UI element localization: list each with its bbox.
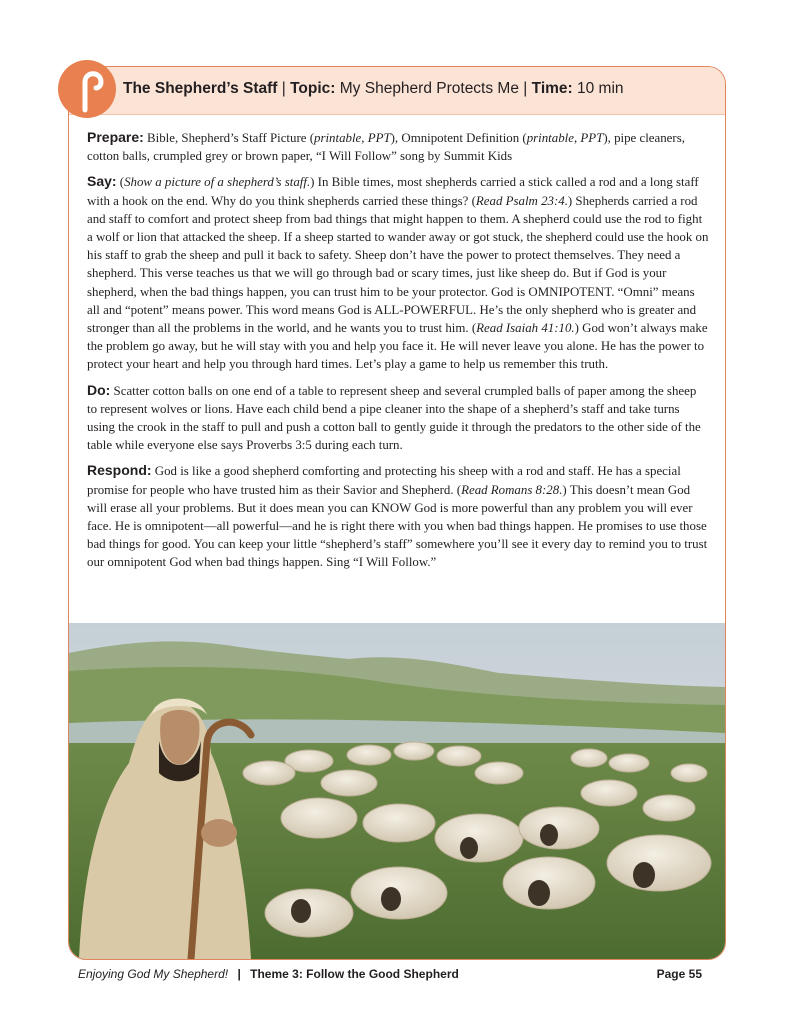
activity-header-text: The Shepherd’s Staff | Topic: My Shepherd Protects Me | Time: 10 min <box>123 80 624 97</box>
lesson-body <box>87 128 709 579</box>
activity-title: The Shepherd’s Staff <box>123 80 278 97</box>
shepherd-staff-icon <box>56 58 118 120</box>
say-label: Say: <box>87 173 117 190</box>
lesson-card <box>68 66 726 960</box>
time-value: 10 min <box>577 80 624 97</box>
activity-header <box>69 67 725 115</box>
do-paragraph: Do: Scatter cotton balls on one end of a table to represent sheep and several crumpled balls of paper among the sheep to represent wolves or lions. Have each child bend a pipe cleaner into the shape of a shepherd’s staff and take turns using the crook in the staff to pull and push a cotton ball to gently guide it through the predators to the other side of the table while everyone else says Proverbs 3:5 during each turn. <box>87 381 701 453</box>
topic-value: My Shepherd Protects Me <box>339 80 519 97</box>
say-paragraph: Say: (Show a picture of a shepherd’s staff.) In Bible times, most shepherds carried a stick called a rod and a long staff with a hook on the end. Why do you think shepherds carried these things? (Read Psalm 23:4.) Shepherds carried a rod and staff to comfort and protect sheep from bad things that might happen to them. A shepherd could use the rod to fight a wolf or lion that attacked the sheep. If a sheep started to wander away or got stuck, the shepherd could use the hook on his staff to grab the sheep and pull it back to safety. Sheep don’t have the power to protect themselves. They need a shepherd. This verse teaches us that we will go through bad or scary times, just like sheep do. But if God is your shepherd, when the bad things happen, you can trust him to be your protector. God is OMNIPOTENT. “Omni” means all and “potent” means power. This word means God is ALL-POWERFUL. He’s the only shepherd who is greater and stronger than all the problems in the world, and he wants you to trust him. (Read Isaiah 41:10.) God won’t always make the problem go away, but he will stay with you and help you face it. He will never leave you alone. He has the power to protect your heart and help you through hard times. Let’s play a game to help us remember this truth. <box>87 173 709 372</box>
theme-title: Theme 3: Follow the Good Shepherd <box>250 967 459 981</box>
prepare-paragraph: Prepare: Bible, Shepherd’s Staff Picture (printable, PPT), Omnipotent Definition (printable, PPT), pipe cleaners, cotton balls, crumpled grey or brown paper, “I Will Follow” song by Summit Kids <box>87 129 685 164</box>
respond-label: Respond: <box>87 462 152 479</box>
page-number: Page 55 <box>656 967 702 981</box>
prepare-label: Prepare: <box>87 129 144 145</box>
do-label: Do: <box>87 381 111 398</box>
time-label: Time: <box>531 80 573 97</box>
shepherd-with-sheep-photo <box>69 623 725 959</box>
respond-paragraph: Respond: God is like a good shepherd comforting and protecting his sheep with a rod and staff. He has a special promise for people who have trusted him as their Savior and Shepherd. (Read Romans 8:28.) This doesn’t mean God will erase all your problems. But it does mean you can KNOW God is more powerful than any problem you will ever face. He is omnipotent—all powerful—and he is right there with you when bad things happen. He promises to use those bad things for good. You can keep your little “shepherd’s staff” somewhere you’ll see it every day to remind you to trust our omnipotent God when bad things happen. Sing “I Will Follow.” <box>87 462 708 570</box>
page-footer <box>78 967 702 987</box>
topic-label: Topic: <box>290 80 336 97</box>
footer-separator: | <box>237 967 241 981</box>
book-title: Enjoying God My Shepherd! <box>78 967 229 981</box>
